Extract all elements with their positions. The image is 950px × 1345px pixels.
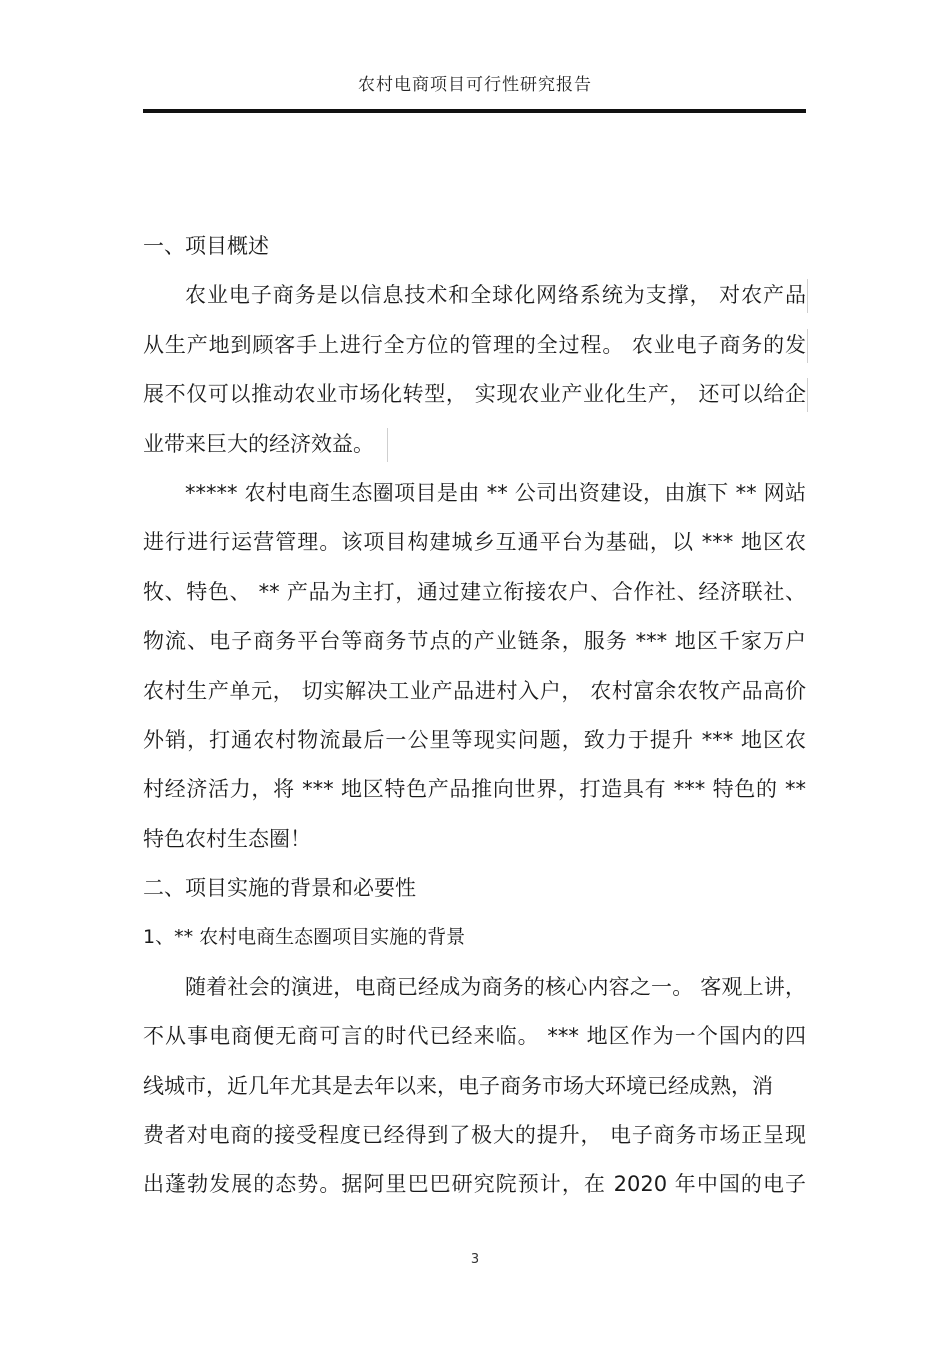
document-body xyxy=(143,222,806,1210)
paragraph-2-line-4: 物流、电子商务平台等商务节点的产业链条，服务 *** 地区千家万户 xyxy=(143,629,806,654)
paragraph-2-line-5: 农村生产单元， 切实解决工业产品进村入户， 农村富余农牧产品高价 xyxy=(143,678,806,703)
paragraph-3-line-3: 线城市，近几年尤其是去年以来，电子商务市场大环境已经成熟，消 xyxy=(143,1073,773,1098)
paragraph-2-line-8: 特色农村生态圈！ xyxy=(143,826,311,851)
subsection-heading-1: 1、** 农村电商生态圈项目实施的背景 xyxy=(143,926,466,949)
paragraph-3-line-1: 随着社会的演进，电商已经成为商务的核心内容之一。 客观上讲， xyxy=(185,974,806,999)
paragraph-1-line-2: 从生产地到顾客手上进行全方位的管理的全过程。 农业电子商务的发 xyxy=(143,321,806,370)
header-rule xyxy=(143,109,806,113)
paragraph-2-line-1: ***** 农村电商生态圈项目是由 ** 公司出资建设，由旗下 ** 网站 xyxy=(185,480,806,505)
page-number: 3 xyxy=(470,1252,480,1267)
paragraph-2-line-7: 村经济活力，将 *** 地区特色产品推向世界，打造具有 *** 特色的 ** xyxy=(143,777,806,802)
paragraph-1-line-4 xyxy=(143,420,806,469)
section-heading-1: 一、项目概述 xyxy=(143,234,269,258)
paragraph-3-line-2: 不从事电商便无商可言的时代已经来临。 *** 地区作为一个国内的四 xyxy=(143,1024,806,1049)
paragraph-1-line-3: 展不仅可以推动农业市场化转型， 实现农业产业化生产， 还可以给企 xyxy=(143,370,806,419)
paragraph-1-line-1: 农业电子商务是以信息技术和全球化网络系统为支撑， 对农产品 xyxy=(143,271,806,320)
paragraph-1-line-4-text: 业带来巨大的经济效益。 xyxy=(143,420,388,469)
paragraph-3-line-5: 出蓬勃发展的态势。据阿里巴巴研究院预计，在 2020 年中国的电子 xyxy=(143,1172,806,1197)
running-header: 农村电商项目可行性研究报告 xyxy=(358,75,592,95)
paragraph-2-line-3: 牧、特色、 ** 产品为主打，通过建立衔接农户、合作社、经济联社、 xyxy=(143,579,806,604)
paragraph-3-line-4: 费者对电商的接受程度已经得到了极大的提升， 电子商务市场正呈现 xyxy=(143,1123,806,1148)
paragraph-2-line-2: 进行进行运营管理。该项目构建城乡互通平台为基础，以 *** 地区农 xyxy=(143,530,806,555)
paragraph-2-line-6: 外销，打通农村物流最后一公里等现实问题，致力于提升 *** 地区农 xyxy=(143,727,806,752)
section-heading-2: 二、项目实施的背景和必要性 xyxy=(143,876,416,901)
